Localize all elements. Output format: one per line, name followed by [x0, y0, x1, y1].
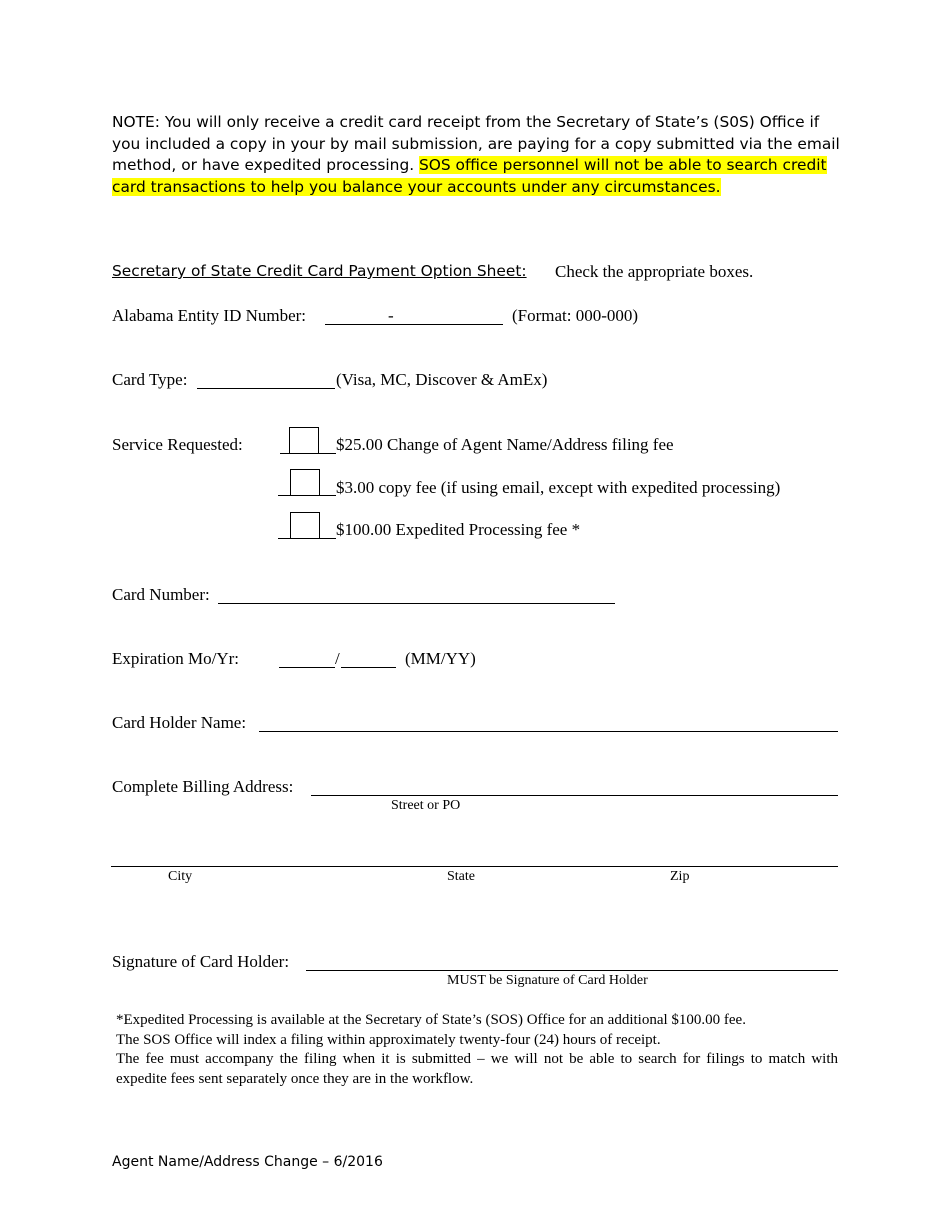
- entity-id-field[interactable]: [325, 324, 503, 325]
- expiration-slash: /: [335, 649, 340, 668]
- service-option-expedited: $100.00 Expedited Processing fee *: [336, 520, 581, 539]
- footnote-line-3: The fee must accompany the filing when it is submitted – we will not be able to search for filings to match with expedite fees sent separately once they are in the workflow.: [116, 1051, 838, 1087]
- service-checkbox-copy-fee[interactable]: [290, 469, 320, 496]
- page-footer: Agent Name/Address Change – 6/2016: [112, 1154, 383, 1170]
- service-checkbox-agent-change[interactable]: [289, 427, 319, 454]
- expedited-footnote: [116, 1011, 838, 1089]
- billing-street-field[interactable]: [311, 795, 838, 796]
- entity-id-format: (Format: 000-000): [512, 306, 639, 325]
- card-number-field[interactable]: [218, 603, 615, 604]
- billing-address-label: Complete Billing Address:: [112, 777, 294, 796]
- sheet-title: Secretary of State Credit Card Payment Option Sheet:: [112, 262, 527, 280]
- note-paragraph: [112, 112, 852, 198]
- sheet-instruction: Check the appropriate boxes.: [555, 262, 754, 281]
- entity-id-label: Alabama Entity ID Number:: [112, 306, 307, 325]
- footnote-line-2: The SOS Office will index a filing within approximately twenty-four (24) hours of receipt.: [116, 1031, 661, 1048]
- service-checkbox-expedited[interactable]: [290, 512, 320, 539]
- holder-name-field[interactable]: [259, 731, 838, 732]
- holder-name-label: Card Holder Name:: [112, 713, 247, 732]
- billing-city-state-zip-field[interactable]: [111, 866, 838, 867]
- service-requested-label: Service Requested:: [112, 435, 243, 454]
- state-caption: State: [447, 869, 475, 884]
- service-option-copy-fee: $3.00 copy fee (if using email, except with expedited processing): [336, 478, 781, 497]
- expiration-month-field[interactable]: [279, 667, 335, 668]
- card-type-hint: (Visa, MC, Discover & AmEx): [336, 370, 548, 389]
- expiration-year-field[interactable]: [341, 667, 396, 668]
- city-caption: City: [168, 869, 193, 884]
- signature-label: Signature of Card Holder:: [112, 952, 290, 971]
- note-text: You will only receive a credit card receipt from the Secretary of State’s (S0S) Office if you included a copy in your by mail submission, are paying for a copy submitted via the email method, or have expedited processing.: [112, 113, 840, 174]
- note-highlight: SOS office personnel will not be able to search credit card transactions to help you balance your accounts under any circumstances.: [112, 156, 827, 196]
- expiration-label: Expiration Mo/Yr:: [112, 649, 240, 668]
- card-number-label: Card Number:: [112, 585, 210, 604]
- note-label: NOTE:: [112, 113, 160, 131]
- card-type-field[interactable]: [197, 388, 335, 389]
- expiration-format: (MM/YY): [405, 649, 476, 668]
- signature-field[interactable]: [306, 970, 838, 971]
- entity-id-dash: -: [388, 306, 394, 325]
- zip-caption: Zip: [670, 869, 690, 884]
- footnote-line-1: *Expedited Processing is available at the Secretary of State’s (SOS) Office for an additional $100.00 fee.: [116, 1012, 746, 1028]
- street-caption: Street or PO: [391, 798, 461, 813]
- card-type-label: Card Type:: [112, 370, 188, 389]
- signature-caption: MUST be Signature of Card Holder: [447, 973, 648, 988]
- service-option-agent-change: $25.00 Change of Agent Name/Address filing fee: [336, 435, 674, 454]
